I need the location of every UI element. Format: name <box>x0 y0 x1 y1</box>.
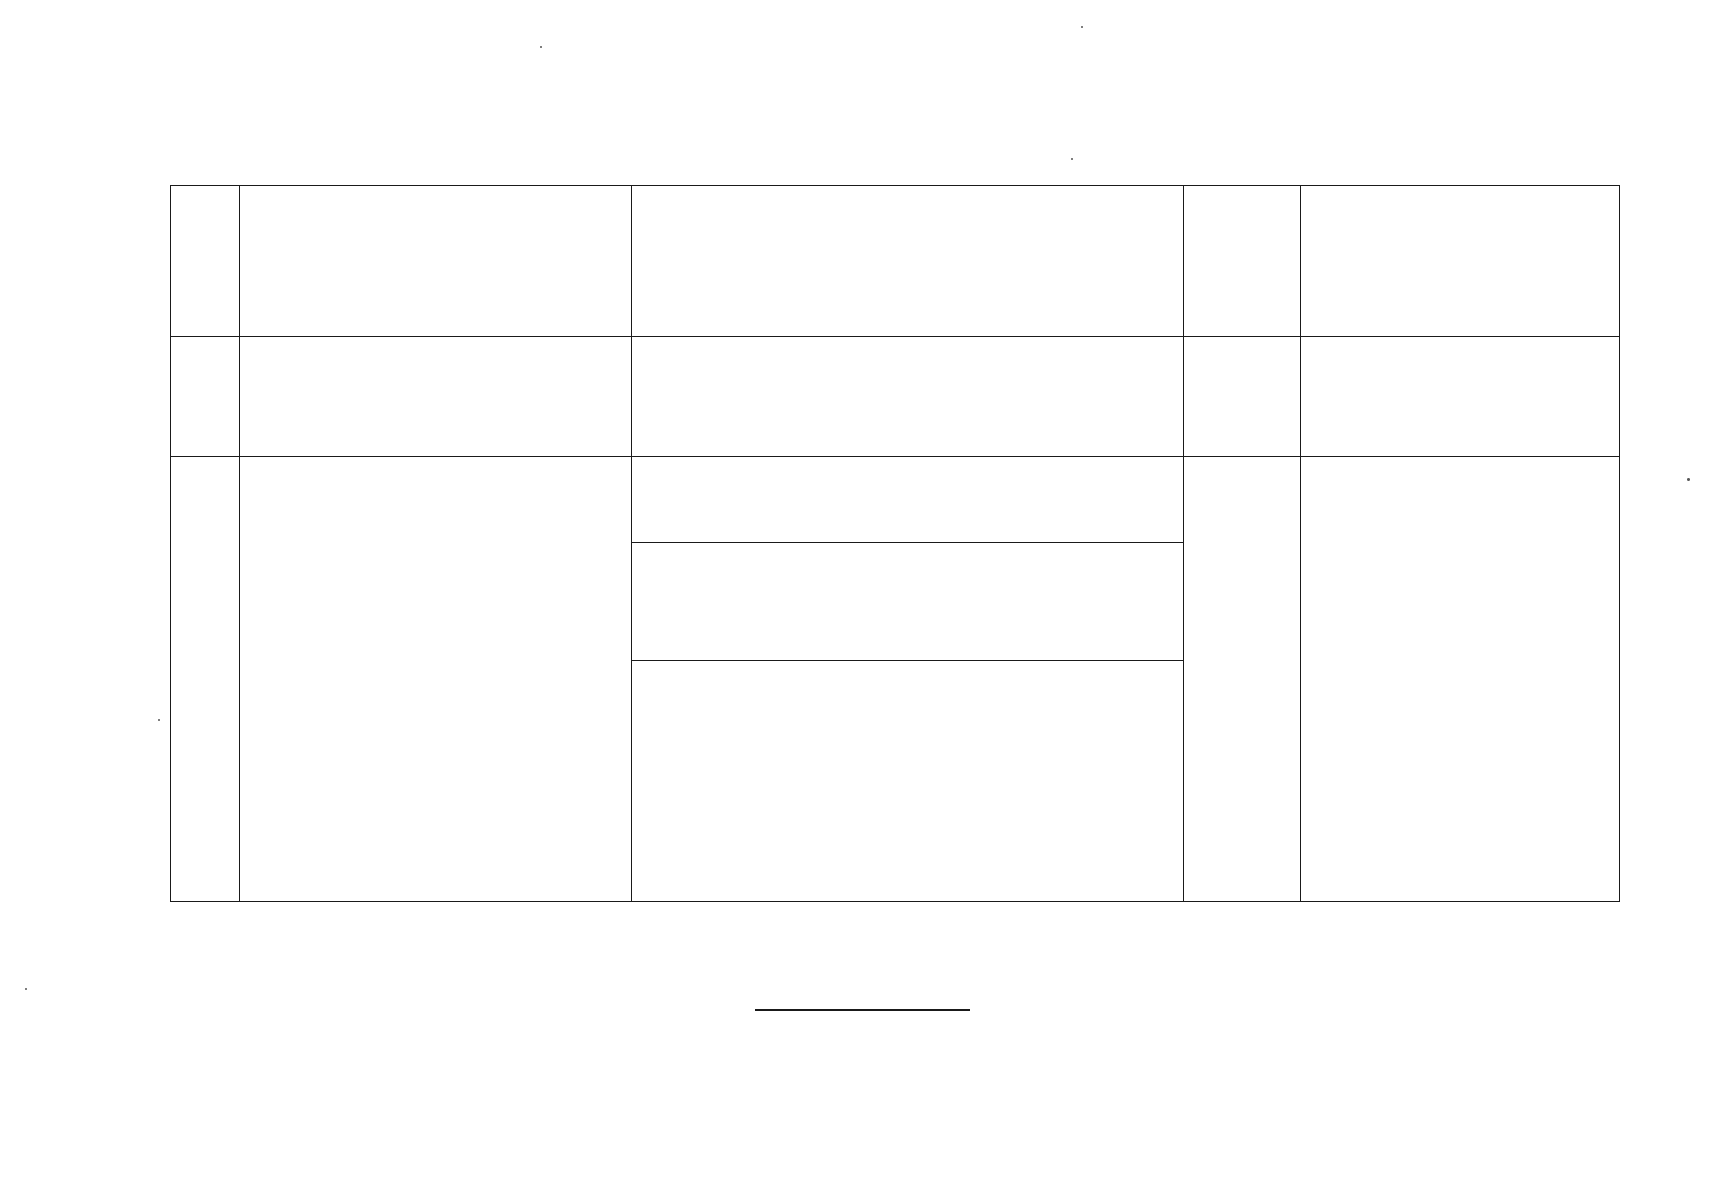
method-option <box>632 457 1184 543</box>
scan-speck <box>540 46 542 48</box>
scan-speck <box>1071 158 1073 160</box>
method-option <box>632 661 1184 902</box>
header-num <box>171 186 240 337</box>
criterion-name <box>240 337 632 457</box>
table-row <box>171 457 1620 543</box>
weight-score <box>1184 337 1301 457</box>
table-row <box>171 337 1620 457</box>
row-number <box>171 457 240 902</box>
table-header-row <box>171 186 1620 337</box>
header-method <box>632 186 1184 337</box>
scan-speck <box>25 988 27 990</box>
criterion-name <box>240 457 632 902</box>
scan-speck <box>1687 478 1690 481</box>
scan-speck <box>1081 26 1083 28</box>
criteria-table <box>170 185 1620 902</box>
header-source <box>1301 186 1620 337</box>
method-cell-empty <box>632 337 1184 457</box>
header-name <box>240 186 632 337</box>
scan-speck <box>158 719 160 721</box>
source-cell-empty <box>1301 337 1620 457</box>
end-divider-line <box>755 1009 970 1011</box>
method-option <box>632 543 1184 661</box>
row-number <box>171 337 240 457</box>
weight-score <box>1184 457 1301 902</box>
information-source <box>1301 457 1620 902</box>
header-weight <box>1184 186 1301 337</box>
